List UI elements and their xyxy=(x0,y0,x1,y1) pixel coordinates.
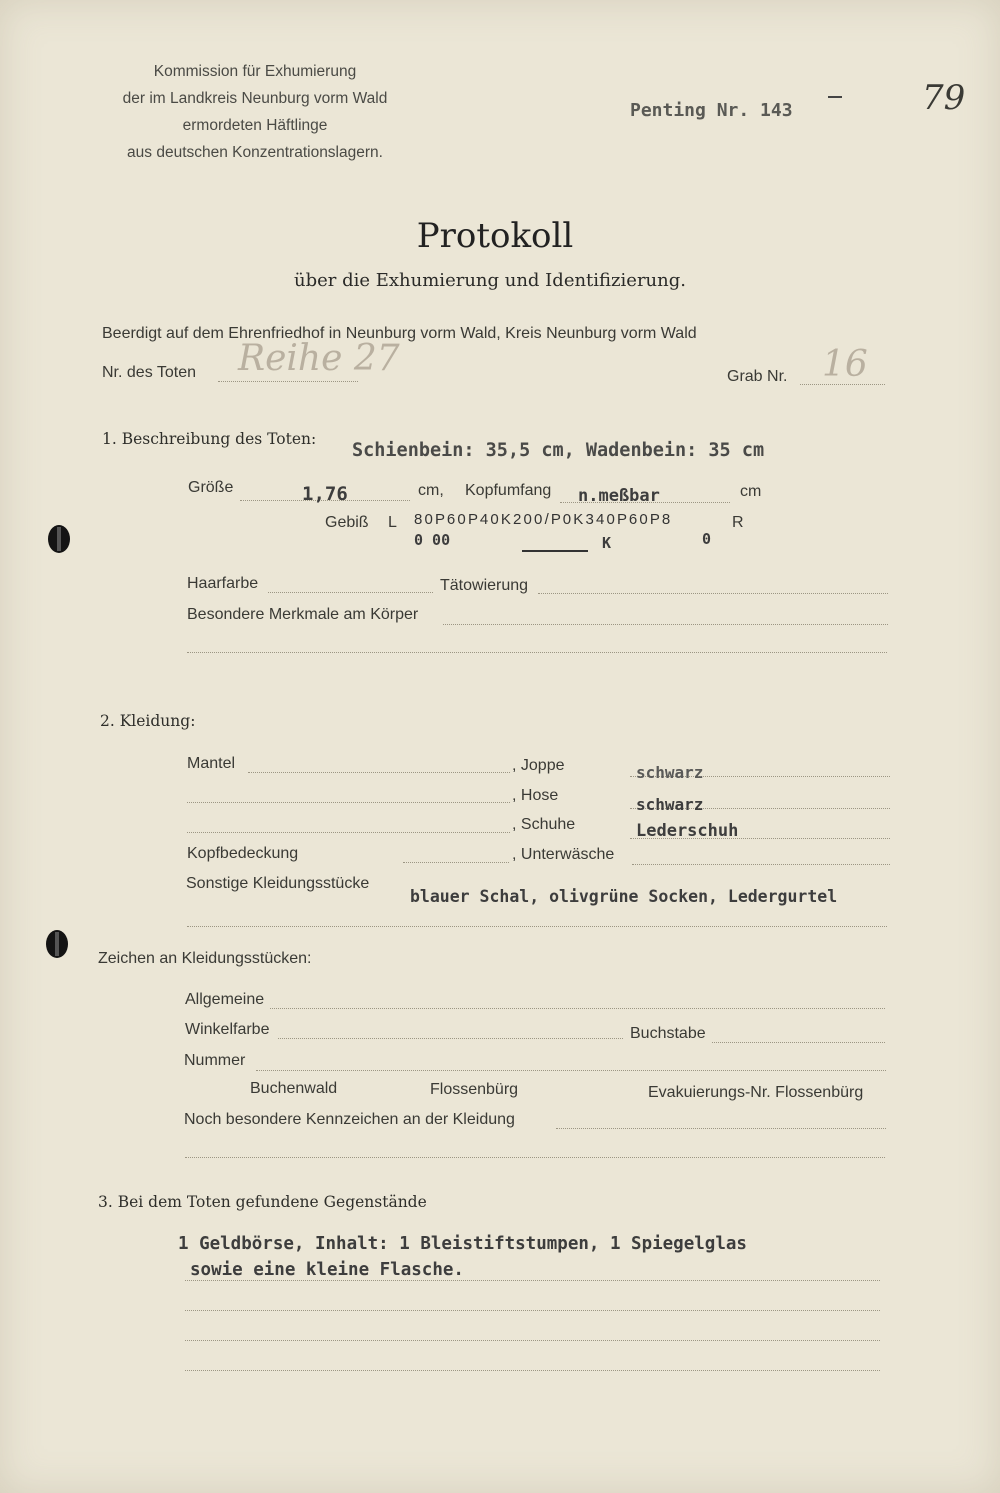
dead-number-value: Reihe 27 xyxy=(238,338,400,379)
found-items-line-1: 1 Geldbörse, Inhalt: 1 Bleistiftstumpen, 1 Spiegelglas xyxy=(178,1234,747,1254)
coat-line xyxy=(248,772,510,773)
hair-label: Haarfarbe xyxy=(187,575,259,592)
size-label: Größe xyxy=(188,479,234,496)
section1-typed-measurements: Schienbein: 35,5 cm, Wadenbein: 35 cm xyxy=(352,440,765,461)
marks-line-2 xyxy=(187,652,887,653)
teeth-lower-mid: K xyxy=(602,534,612,552)
teeth-lower-left: 0 00 xyxy=(414,531,451,549)
letter-line xyxy=(712,1042,885,1043)
teeth-lower-right: 0 xyxy=(702,530,712,548)
reference-dash xyxy=(828,96,842,98)
head-circumference-unit: cm xyxy=(740,483,762,500)
page-number: 79 xyxy=(922,78,966,118)
other-clothing-value: blauer Schal, olivgrüne Socken, Ledergurtel xyxy=(410,887,838,906)
section2-heading: 2. Kleidung: xyxy=(100,712,196,730)
found-items-line-2: sowie eine kleine Flasche. xyxy=(190,1260,464,1280)
section1-heading: 1. Beschreibung des Toten: xyxy=(102,430,317,448)
shoes-label: , Schuhe xyxy=(512,816,576,833)
other-clothing-label: Sonstige Kleidungsstücke xyxy=(186,875,370,892)
teeth-right-marker: R xyxy=(732,514,744,531)
buchenwald-label: Buchenwald xyxy=(250,1080,338,1097)
shoes-value: Lederschuh xyxy=(636,821,739,841)
angle-color-label: Winkelfarbe xyxy=(185,1021,270,1038)
grave-label: Grab Nr. xyxy=(727,368,788,385)
size-unit: cm, xyxy=(418,482,444,499)
general-marks-label: Allgemeine xyxy=(185,991,265,1008)
head-circumference-label: Kopfumfang xyxy=(465,482,552,499)
punch-hole-top xyxy=(48,525,70,553)
commission-line-1: Kommission für Exhumierung xyxy=(153,63,357,80)
coat-label: Mantel xyxy=(187,755,236,772)
flossenburg-label: Flossenbürg xyxy=(430,1081,519,1098)
other-clothing-line xyxy=(187,926,887,927)
other-marks-line-1 xyxy=(556,1128,886,1129)
tattoo-label: Tätowierung xyxy=(440,577,529,594)
burial-place: Beerdigt auf dem Ehrenfriedhof in Neunburg vorm Wald, Kreis Neunburg vorm Wald xyxy=(102,325,697,342)
commission-line-3: ermordeten Häftlinge xyxy=(182,117,328,134)
jacket-value: schwarz xyxy=(636,763,704,782)
general-marks-line xyxy=(270,1008,885,1009)
dead-number-label: Nr. des Toten xyxy=(102,364,196,381)
headwear-line xyxy=(403,862,509,863)
angle-color-line xyxy=(278,1038,623,1039)
other-marks-line-2 xyxy=(185,1157,885,1158)
dead-number-line xyxy=(218,381,358,382)
evacuation-number-label: Evakuierungs-Nr. Flossenbürg xyxy=(648,1084,864,1101)
size-value: 1,76 xyxy=(302,483,348,505)
teeth-left-marker: L xyxy=(388,514,397,531)
found-items-line-c xyxy=(185,1340,880,1341)
number-line xyxy=(256,1070,886,1071)
underwear-label: , Unterwäsche xyxy=(512,846,615,863)
section3-heading: 3. Bei dem Toten gefundene Gegenstände xyxy=(98,1193,427,1211)
marks-label: Besondere Merkmale am Körper xyxy=(187,606,419,623)
trousers-label: , Hose xyxy=(512,787,559,804)
commission-line-2: der im Landkreis Neunburg vorm Wald xyxy=(122,90,388,107)
commission-header xyxy=(95,58,415,166)
page-subtitle: über die Exhumierung und Identifizierung. xyxy=(294,270,686,291)
underwear-line xyxy=(632,864,890,865)
teeth-lower-rule xyxy=(522,550,588,552)
number-label: Nummer xyxy=(184,1052,246,1069)
teeth-label: Gebiß xyxy=(325,514,369,531)
hair-line xyxy=(268,592,433,593)
marks-line-1 xyxy=(443,624,888,625)
page-title: Protokoll xyxy=(416,216,574,256)
headwear-label: Kopfbedeckung xyxy=(187,845,299,862)
other-marks-label: Noch besondere Kennzeichen an der Kleidung xyxy=(184,1111,515,1128)
grave-value: 16 xyxy=(822,344,868,385)
reference-number: Penting Nr. 143 xyxy=(630,100,793,121)
teeth-upper-row: 8 0 P 6 0 P 4 0 K 2 0 0 / P 0 K 3 4 0 P 6 0 P 8 xyxy=(414,511,670,528)
head-circumference-value: n.meßbar xyxy=(578,486,660,506)
tattoo-line xyxy=(538,593,888,594)
punch-hole-bottom xyxy=(46,930,68,958)
jacket-label: , Joppe xyxy=(512,757,565,774)
clothing-marks-heading: Zeichen an Kleidungsstücken: xyxy=(98,950,312,967)
coat-line-3 xyxy=(187,832,510,833)
commission-line-4: aus deutschen Konzentrationslagern. xyxy=(127,144,383,161)
found-items-line-a xyxy=(185,1280,880,1281)
trousers-value: schwarz xyxy=(636,795,704,814)
letter-label: Buchstabe xyxy=(630,1025,706,1042)
coat-line-2 xyxy=(187,802,510,803)
found-items-line-b xyxy=(185,1310,880,1311)
found-items-line-d xyxy=(185,1370,880,1371)
